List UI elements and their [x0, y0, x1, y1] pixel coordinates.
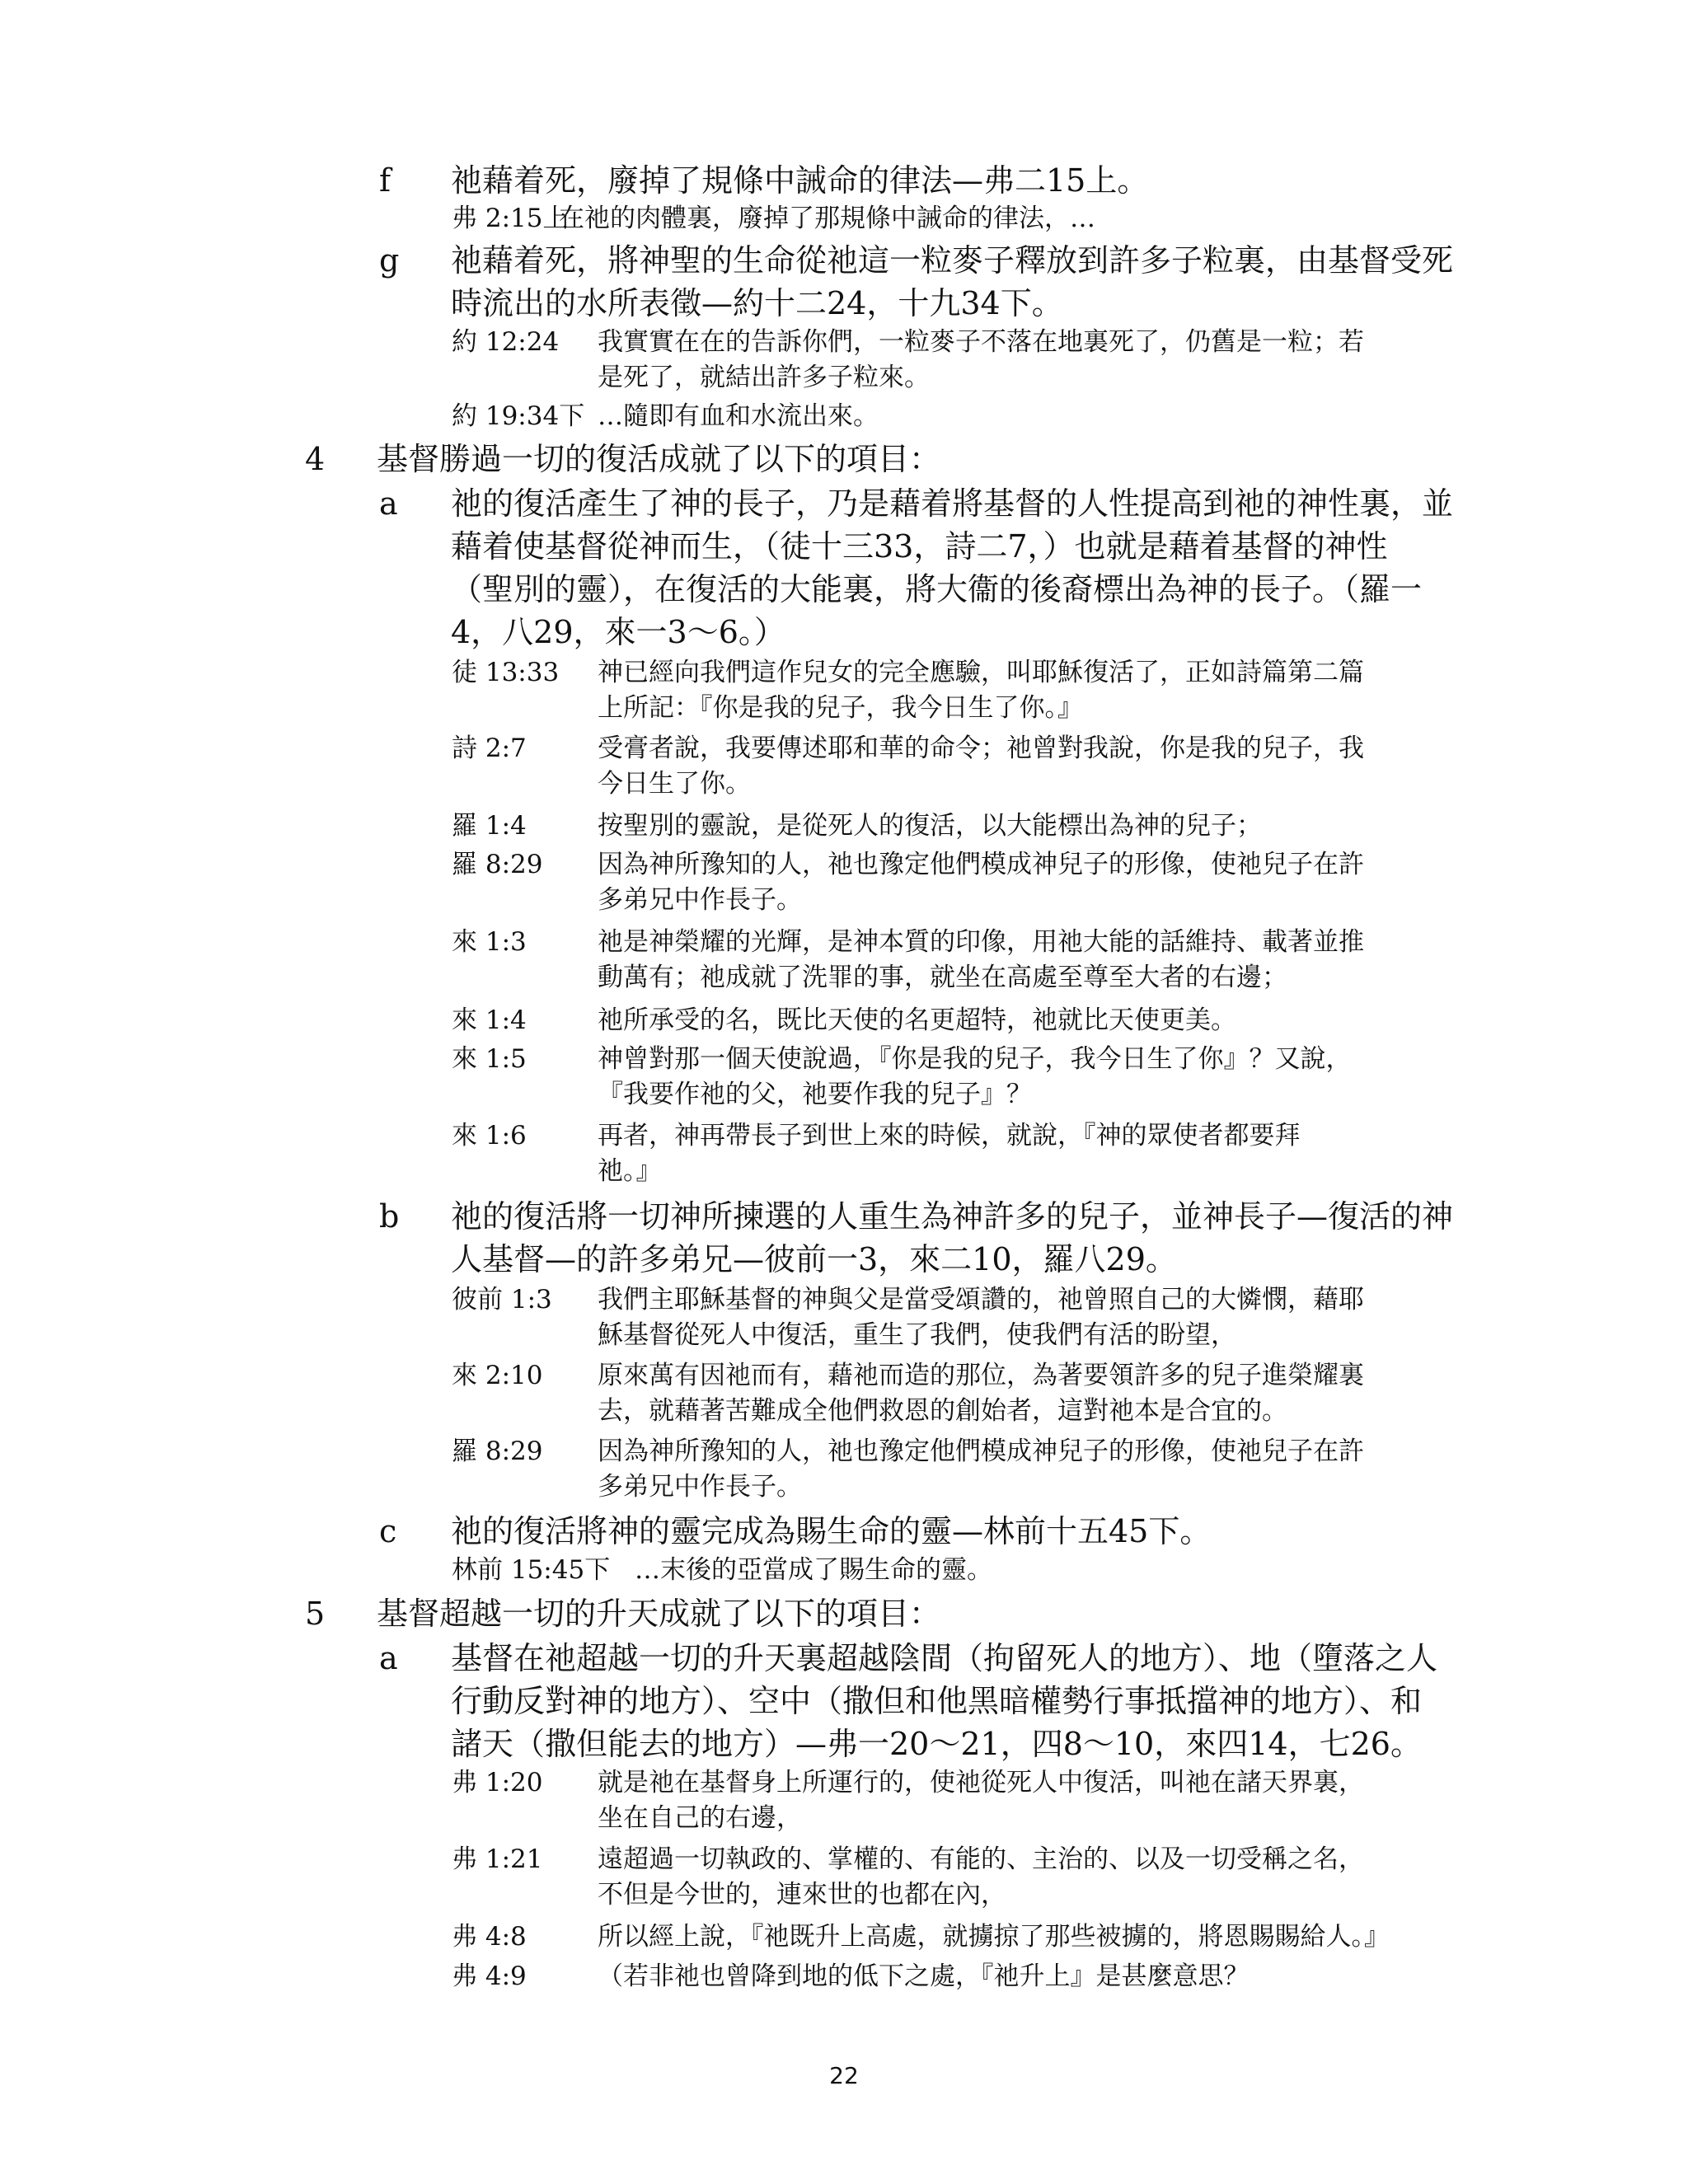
verse-text	[598, 1434, 1508, 1505]
text-line: 基督勝過一切的復活成就了以下的項目：	[377, 441, 941, 477]
point-text	[451, 1637, 1508, 1765]
text-line: 祂。』	[598, 1156, 662, 1186]
verse-reference: 弗 1:20	[452, 1768, 543, 1797]
verse-text	[559, 201, 1508, 237]
text-line: 我實實在在的告訴你們，一粒麥子不落在地裏死了，仍舊是一粒；若	[598, 327, 1364, 357]
point-f	[379, 159, 1508, 202]
verse	[452, 1842, 1508, 1913]
text-line: 今日生了你。	[598, 769, 751, 799]
point-a	[379, 1637, 1508, 1765]
text-line: 就是祂在基督身上所運行的，使祂從死人中復活，叫祂在諸天界裏，	[598, 1768, 1364, 1797]
verse-text	[598, 1919, 1508, 1955]
verse	[452, 925, 1508, 996]
point-4	[305, 438, 1508, 480]
text-line: 再者，神再帶長子到世上來的時候，就說，『神的眾使者都要拜	[598, 1121, 1301, 1151]
verse-reference: 弗 4:8	[452, 1922, 527, 1952]
verse-reference: 來 1:5	[452, 1044, 527, 1074]
verse-reference: 弗 1:21	[452, 1844, 543, 1874]
text-line: 基督超越一切的升天成就了以下的項目：	[377, 1596, 941, 1632]
page-number: 22	[829, 2062, 859, 2089]
text-line: 多弟兄中作長子。	[598, 885, 802, 915]
text-line: 我們主耶穌基督的神與父是當受頌讚的，祂曾照自己的大憐憫，藉耶	[598, 1285, 1364, 1315]
verse-reference: 來 1:3	[452, 927, 527, 957]
point-marker: c	[379, 1513, 397, 1549]
text-line: 在祂的肉體裏，廢掉了那規條中誡命的律法，…	[559, 204, 1095, 233]
verse-text	[598, 847, 1508, 918]
verse	[452, 1919, 1508, 1955]
verse-text	[598, 1959, 1508, 1994]
verse-reference: 彼前 1:3	[452, 1285, 552, 1315]
point-c	[379, 1510, 1508, 1553]
text-line: 祂藉着死，將神聖的生命從祂這一粒麥子釋放到許多子粒裏，由基督受死	[451, 242, 1454, 279]
verse-reference: 來 1:4	[452, 1005, 527, 1035]
verse	[452, 1003, 1508, 1038]
point-text	[377, 438, 1508, 480]
verse-reference: 羅 8:29	[452, 1436, 543, 1466]
verse	[452, 1434, 1508, 1505]
text-line: 遠超過一切執政的、掌權的、有能的、主治的、以及一切受稱之名，	[598, 1844, 1364, 1874]
verse-text	[598, 655, 1508, 726]
verse	[452, 847, 1508, 918]
text-line: 祂的復活將一切神所揀選的人重生為神許多的兒子，並神長子—復活的神	[451, 1198, 1454, 1235]
text-line: 諸天（撒但能去的地方）—弗一20～21，四8～10，來四14，七26。	[451, 1726, 1422, 1762]
verse-reference: 林前 15:45下	[452, 1555, 611, 1585]
verse-text	[598, 1003, 1508, 1038]
text-line: 因為神所豫知的人，祂也豫定他們模成神兒子的形像，使祂兒子在許	[598, 1436, 1364, 1466]
point-marker: g	[379, 242, 400, 279]
text-line: 行動反對神的地方）、空中（撒但和他黑暗權勢行事抵擋神的地方）、和	[451, 1683, 1423, 1719]
verse	[452, 1118, 1508, 1189]
verse	[452, 1358, 1508, 1429]
verse	[452, 325, 1508, 396]
text-line: 受膏者說，我要傳述耶和華的命令；祂曾對我說，你是我的兒子，我	[598, 733, 1364, 763]
verse	[452, 808, 1508, 844]
verse-text	[598, 399, 1508, 434]
verse-reference: 約 19:34下	[452, 401, 585, 431]
verse-text	[598, 1118, 1508, 1189]
verse	[452, 1042, 1508, 1113]
verse	[452, 399, 1508, 434]
text-line: （若非祂也曾降到地的低下之處，『祂升上』是甚麼意思？	[598, 1961, 1250, 1991]
point-g	[379, 239, 1508, 325]
text-line: 神已經向我們這作兒女的完全應驗，叫耶穌復活了，正如詩篇第二篇	[598, 658, 1364, 687]
verse-reference: 來 2:10	[452, 1361, 543, 1390]
verse-text	[598, 731, 1508, 802]
point-marker: b	[379, 1198, 400, 1235]
verse-text	[598, 808, 1508, 844]
verse-text	[598, 1358, 1508, 1429]
text-line: 所以經上說，『祂既升上高處，就擄掠了那些被擄的，將恩賜賜給人。』	[598, 1922, 1390, 1952]
text-line: 時流出的水所表徵—約十二24，十九34下。	[451, 285, 1063, 321]
point-marker: a	[379, 1640, 398, 1676]
verse	[452, 1765, 1508, 1836]
text-line: 上所記：『你是我的兒子，我今日生了你。』	[598, 693, 1083, 723]
point-marker: a	[379, 485, 398, 522]
verse-reference: 弗 2:15上	[452, 204, 569, 233]
text-line: 是死了，就結出許多子粒來。	[598, 363, 930, 392]
verse-text	[598, 1842, 1508, 1913]
point-text	[451, 1510, 1508, 1553]
text-line: …隨即有血和水流出來。	[598, 401, 879, 431]
point-marker: 4	[305, 441, 326, 477]
text-line: 多弟兄中作長子。	[598, 1472, 802, 1502]
text-line: 因為神所豫知的人，祂也豫定他們模成神兒子的形像，使祂兒子在許	[598, 850, 1364, 879]
text-line: 4，八29，來一3～6。）	[451, 614, 785, 650]
verse-reference: 羅 8:29	[452, 850, 543, 879]
point-text	[451, 239, 1508, 325]
verse-reference: 約 12:24	[452, 327, 560, 357]
verse-text	[598, 925, 1508, 996]
point-text	[451, 482, 1508, 654]
text-line: 原來萬有因祂而有，藉祂而造的那位，為著要領許多的兒子進榮耀裏	[598, 1361, 1364, 1390]
verse	[452, 1553, 1508, 1588]
text-line: 動萬有；祂成就了洗罪的事，就坐在高處至尊至大者的右邊；	[598, 963, 1287, 992]
point-marker: f	[379, 162, 392, 199]
verse	[452, 655, 1508, 726]
text-line: 基督在祂超越一切的升天裏超越陰間（拘留死人的地方）、地（墮落之人	[451, 1640, 1438, 1676]
verse-text	[598, 1765, 1508, 1836]
verse-text	[598, 325, 1508, 396]
point-marker: 5	[305, 1596, 326, 1632]
text-line: 祂所承受的名，既比天使的名更超特，祂就比天使更美。	[598, 1005, 1236, 1035]
verse-text	[598, 1282, 1508, 1353]
text-line: 『我要作祂的父，祂要作我的兒子』？	[598, 1080, 1032, 1109]
text-line: …末後的亞當成了賜生命的靈。	[635, 1555, 992, 1585]
point-a	[379, 482, 1508, 654]
text-line: 神曾對那一個天使說過，『你是我的兒子，我今日生了你』？又說，	[598, 1044, 1352, 1074]
verse-reference: 詩 2:7	[452, 733, 527, 763]
verse	[452, 1282, 1508, 1353]
point-b	[379, 1195, 1508, 1281]
text-line: 藉着使基督從神而生，（徒十三33，詩二7，）也就是藉着基督的神性	[451, 528, 1388, 565]
text-line: 穌基督從死人中復活，重生了我們，使我們有活的盼望，	[598, 1320, 1236, 1350]
verse-text	[635, 1553, 1508, 1588]
text-line: 坐在自己的右邊，	[598, 1803, 802, 1833]
verse-reference: 弗 4:9	[452, 1961, 527, 1991]
point-text	[451, 1195, 1508, 1281]
verse	[452, 201, 1508, 237]
text-line: 祂的復活將神的靈完成為賜生命的靈—林前十五45下。	[451, 1513, 1212, 1549]
verse-reference: 徒 13:33	[452, 658, 560, 687]
text-line: （聖別的靈），在復活的大能裏，將大衞的後裔標出為神的長子。（羅一	[451, 571, 1423, 607]
text-line: 祂的復活產生了神的長子，乃是藉着將基督的人性提高到祂的神性裏，並	[451, 485, 1454, 522]
verse	[452, 731, 1508, 802]
text-line: 祂是神榮耀的光輝，是神本質的印像，用祂大能的話維持、載著並推	[598, 927, 1364, 957]
point-text	[451, 159, 1508, 202]
verse-reference: 羅 1:4	[452, 811, 527, 841]
text-line: 祂藉着死，廢掉了規條中誡命的律法—弗二15上。	[451, 162, 1149, 199]
verse-text	[598, 1042, 1508, 1113]
text-line: 按聖別的靈說，是從死人的復活，以大能標出為神的兒子；	[598, 811, 1262, 841]
point-text	[377, 1592, 1508, 1635]
text-line: 去，就藉著苦難成全他們救恩的創始者，這對祂本是合宜的。	[598, 1396, 1287, 1426]
text-line: 人基督—的許多弟兄—彼前一3，來二10，羅八29。	[451, 1241, 1177, 1277]
point-5	[305, 1592, 1508, 1635]
verse-reference: 來 1:6	[452, 1121, 527, 1151]
verse	[452, 1959, 1508, 1994]
text-line: 不但是今世的，連來世的也都在內，	[598, 1880, 1006, 1910]
